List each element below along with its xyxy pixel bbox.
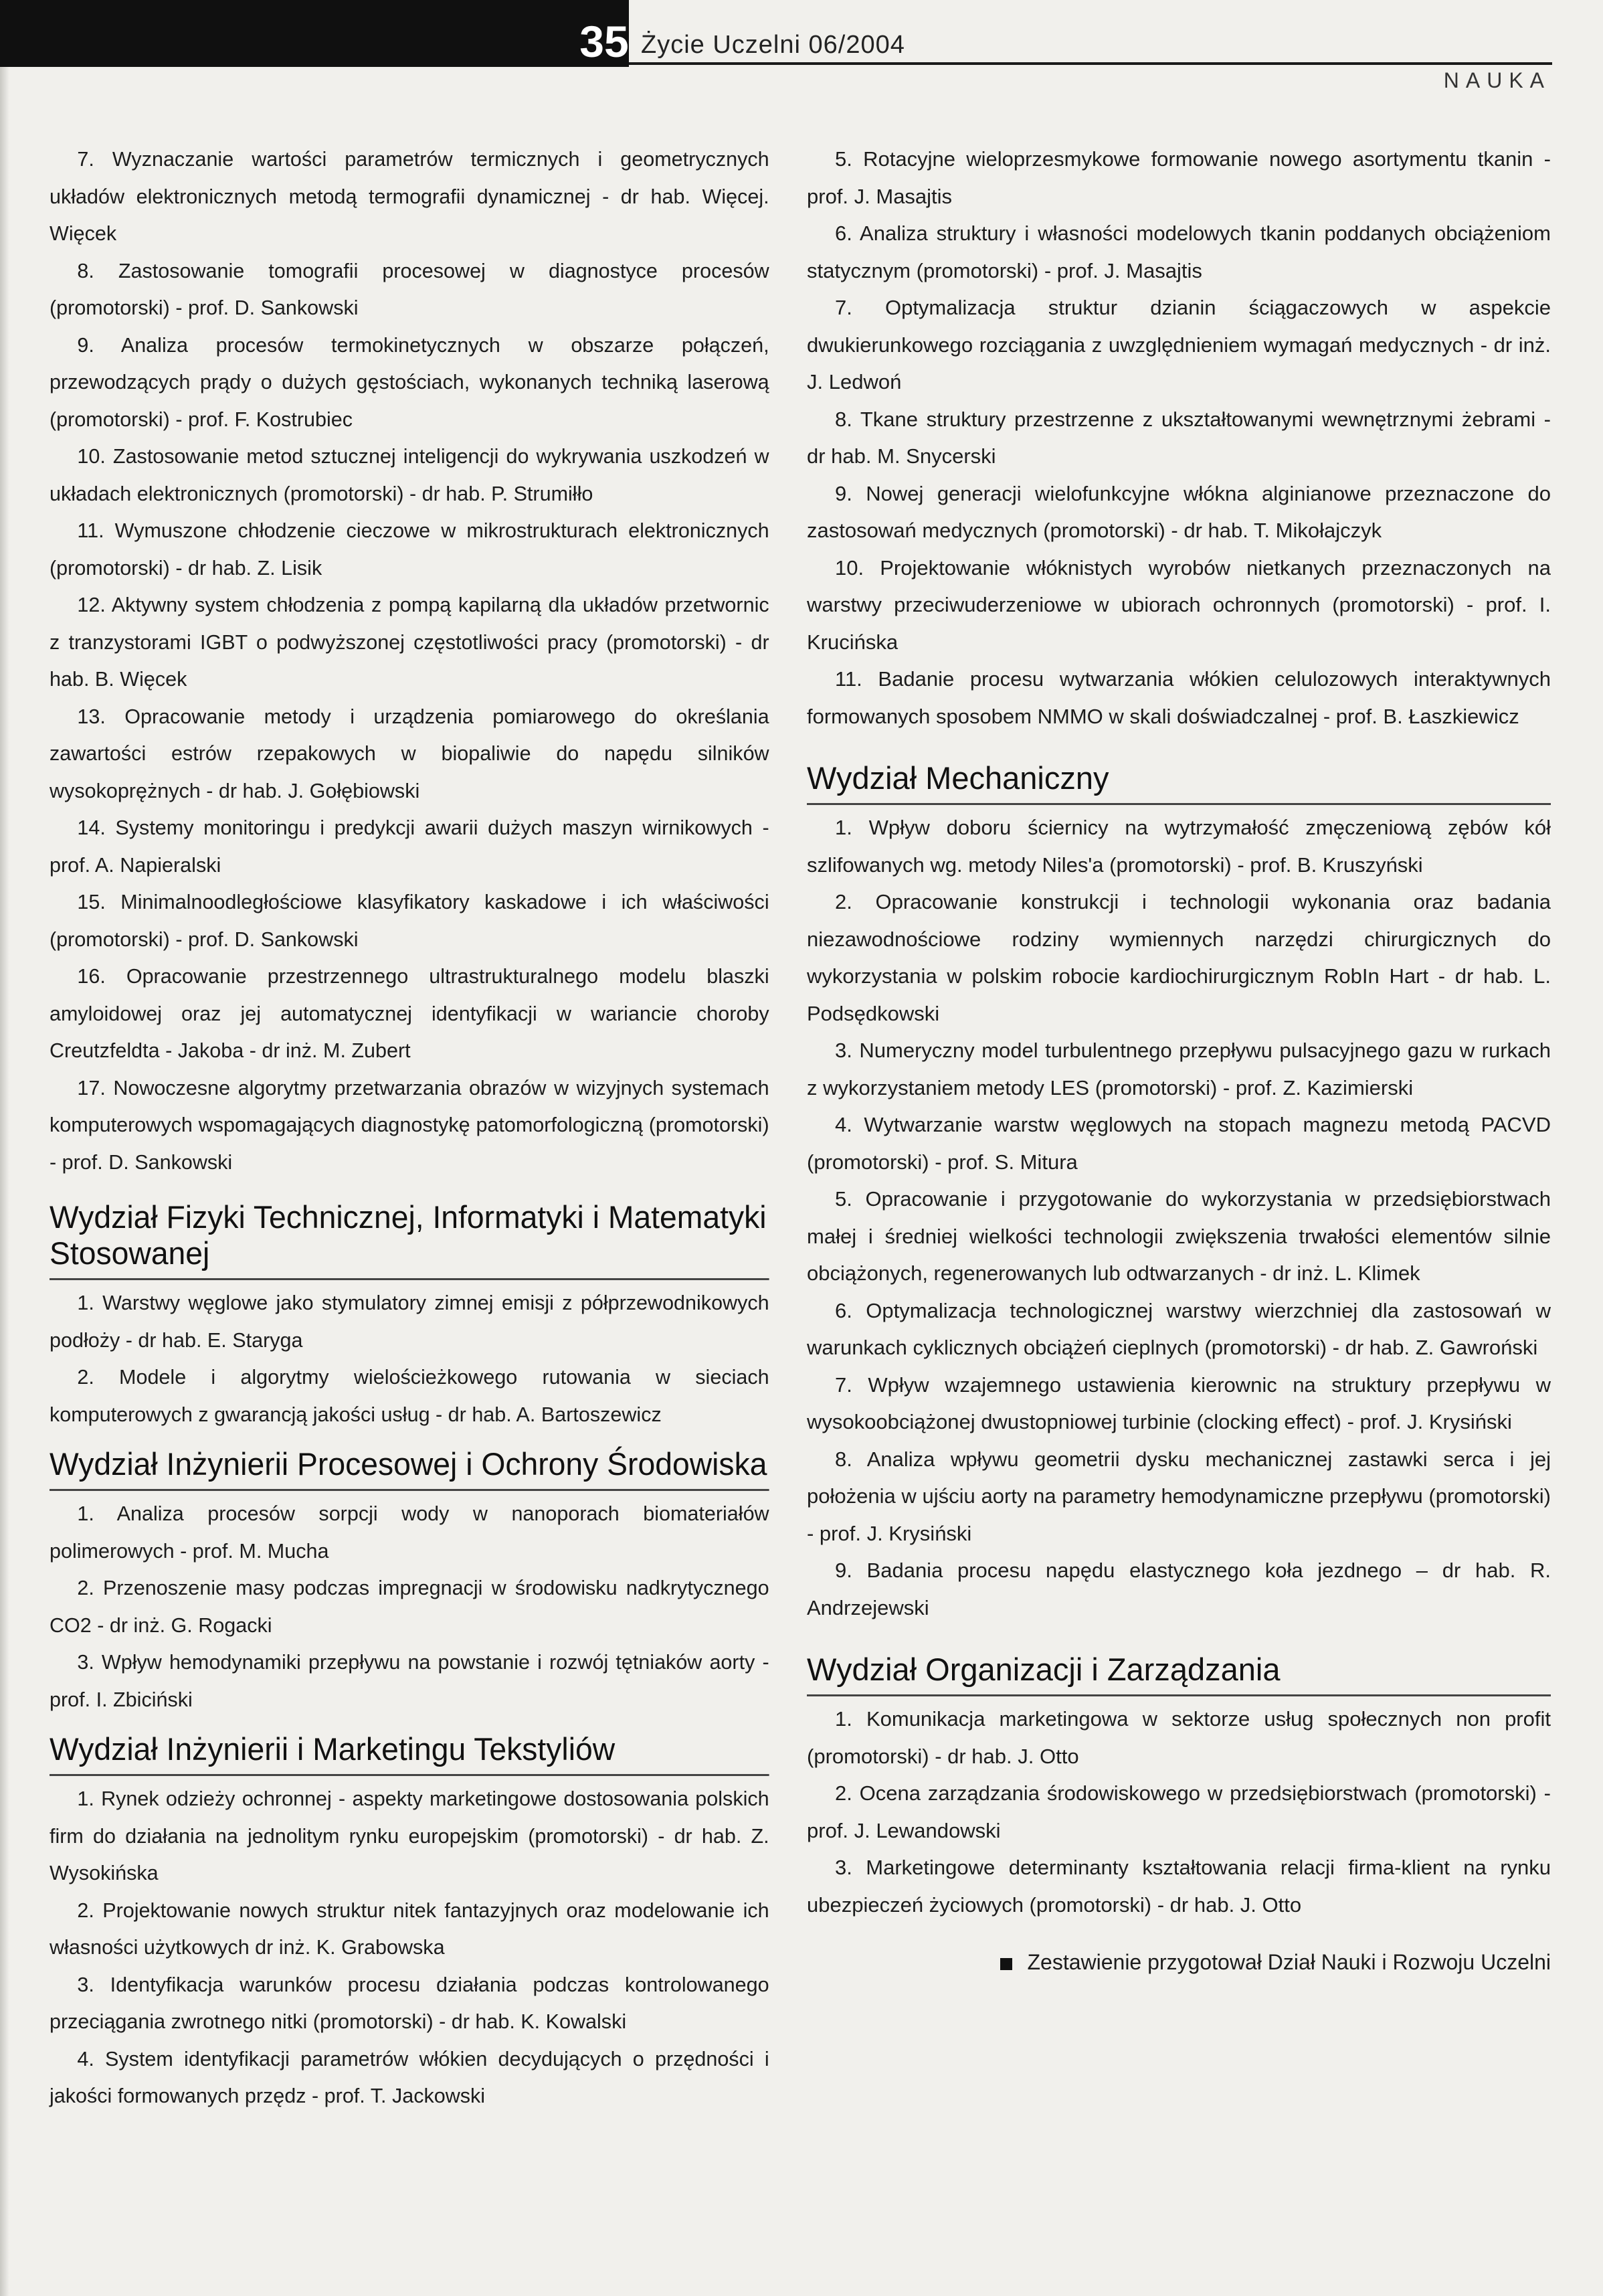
list-item: 8. Analiza wpływu geometrii dysku mechanicznej zastawki serca i jej położenia w ujściu aorty na parametry hemodynamiczne przepływu (promotorski) - prof. J. Krysiński — [807, 1447, 1551, 1545]
list-item: 1. Warstwy węglowe jako stymulatory zimnej emisji z półprzewodnikowych podłoży - dr hab. E. Staryga — [50, 1291, 769, 1352]
list-item: 8. Zastosowanie tomografii procesowej w diagnostyce procesów (promotorski) - prof. D. Sankowski — [50, 258, 769, 319]
section-heading-mechaniczny: Wydział Mechaniczny — [807, 760, 1551, 805]
list-item: 1. Analiza procesów sorpcji wody w nanoporach biomateriałów polimerowych - prof. M. Mucha — [50, 1502, 769, 1563]
list-item: 4. Wytwarzanie warstw węglowych na stopach magnezu metodą PACVD (promotorski) - prof. S. Mitura — [807, 1113, 1551, 1174]
list-item: 9. Nowej generacji wielofunkcyjne włókna alginianowe przeznaczone do zastosowań medycznych (promotorski) - dr hab. T. Mikołajczyk — [807, 481, 1551, 542]
publication-title: Życie Uczelni 06/2004 — [641, 31, 905, 59]
footer-note-text: Zestawienie przygotował Dział Nauki i Rozwoju Uczelni — [1027, 1950, 1551, 1974]
list-item: 11. Wymuszone chłodzenie cieczowe w mikrostrukturach elektronicznych (promotorski) - dr hab. Z. Lisik — [50, 519, 769, 580]
list-item: 13. Opracowanie metody i urządzenia pomiarowego do określania zawartości estrów rzepakowych w biopaliwie do napędu silników wysokoprężnych - dr hab. J. Gołębiowski — [50, 704, 769, 802]
list-item: 2. Opracowanie konstrukcji i technologii wykonania oraz badania niezawodnościowe rodziny wymiennych narzędzi chirurgicznych do wykorzystania w polskim robocie kardiochirurgicznym RobIn Hart - dr hab. L. Podsędkowski — [807, 890, 1551, 1025]
list-item: 2. Modele i algorytmy wielościeżkowego rutowania w sieciach komputerowych z gwarancją jakości usług - dr hab. A. Bartoszewicz — [50, 1365, 769, 1426]
list-item: 3. Wpływ hemodynamiki przepływu na powstanie i rozwój tętniaków aorty - prof. I. Zbiciński — [50, 1650, 769, 1711]
list-item: 1. Komunikacja marketingowa w sektorze usług społecznych non profit (promotorski) - dr hab. J. Otto — [807, 1707, 1551, 1768]
list-item: 14. Systemy monitoringu i predykcji awarii dużych maszyn wirnikowych - prof. A. Napieralski — [50, 816, 769, 877]
left-column — [50, 141, 769, 2115]
list-item: 3. Marketingowe determinanty kształtowania relacji firma-klient na rynku ubezpieczeń życiowych (promotorski) - dr hab. J. Otto — [807, 1856, 1551, 1917]
section-heading-inzynierii-procesowej: Wydział Inżynierii Procesowej i Ochrony Środowiska — [50, 1446, 769, 1491]
section-heading-organizacji: Wydział Organizacji i Zarządzania — [807, 1652, 1551, 1696]
list-item: 10. Zastosowanie metod sztucznej inteligencji do wykrywania uszkodzeń w układach elektronicznych (promotorski) - dr hab. P. Strumiłło — [50, 444, 769, 505]
section-label: NAUKA — [1443, 68, 1551, 92]
list-item: 7. Wyznaczanie wartości parametrów termicznych i geometrycznych układów elektronicznych metodą termografii dynamicznej - dr hab. Więcej. Więcek — [50, 147, 769, 245]
list-item: 9. Analiza procesów termokinetycznych w obszarze połączeń, przewodzących prądy o dużych gęstościach, wykonanych techniką laserową (promotorski) - prof. F. Kostrubiec — [50, 333, 769, 431]
list-item: 15. Minimalnoodległościowe klasyfikatory kaskadowe i ich właściwości (promotorski) - prof. D. Sankowski — [50, 890, 769, 951]
list-item: 3. Identyfikacja warunków procesu działania podczas kontrolowanego przeciągania zwrotnego nitki (promotorski) - dr hab. K. Kowalski — [50, 1972, 769, 2033]
list-item: 12. Aktywny system chłodzenia z pompą kapilarną dla układów przetwornic z tranzystorami IGBT o podwyższonej częstotliwości pracy (promotorski) - dr hab. B. Więcek — [50, 593, 769, 691]
section-heading-tekstyliow: Wydział Inżynierii i Marketingu Tekstyliów — [50, 1731, 769, 1776]
list-item: 11. Badanie procesu wytwarzania włókien celulozowych interaktywnych formowanych sposobem NMMO w skali doświadczalnej - prof. B. Łaszkiewicz — [807, 667, 1551, 728]
list-item: 10. Projektowanie włóknistych wyrobów nietkanych przeznaczonych na warstwy przeciwuderzeniowe w ubiorach ochronnych (promotorski) - prof. I. Krucińska — [807, 555, 1551, 654]
list-item: 3. Numeryczny model turbulentnego przepływu pulsacyjnego gazu w rurkach z wykorzystaniem metody LES (promotorski) - prof. Z. Kazimierski — [807, 1039, 1551, 1099]
list-item: 7. Optymalizacja struktur dzianin ściągaczowych w aspekcie dwukierunkowego rozciągania z uwzględnieniem wymagań medycznych - dr inż. J. Ledwoń — [807, 296, 1551, 393]
list-item: 2. Projektowanie nowych struktur nitek fantazyjnych oraz modelowanie ich własności użytkowych dr inż. K. Grabowska — [50, 1898, 769, 1959]
footer-note — [807, 1947, 1551, 1977]
right-column — [807, 141, 1551, 1977]
list-item: 7. Wpływ wzajemnego ustawienia kierownic na struktury przepływu w wysokoobciążonej dwustopniowej turbinie (clocking effect) - prof. J. Krysiński — [807, 1373, 1551, 1433]
list-item: 5. Rotacyjne wieloprzesmykowe formowanie nowego asortymentu tkanin - prof. J. Masajtis — [807, 147, 1551, 208]
page-number: 35 — [579, 17, 629, 66]
list-item: 6. Optymalizacja technologicznej warstwy wierzchniej dla zastosowań w warunkach cyklicznych obciążeń cieplnych (promotorski) - dr hab. Z. Gawroński — [807, 1298, 1551, 1359]
scan-edge-shadow — [0, 0, 9, 2296]
list-item: 5. Opracowanie i przygotowanie do wykorzystania w przedsiębiorstwach małej i średniej wielkości technologii zwiększenia trwałości elementów silnie obciążonych, regenerowanych lub odtwarzanych - dr inż. L. Klimek — [807, 1187, 1551, 1285]
list-item: 2. Przenoszenie masy podczas impregnacji w środowisku nadkrytycznego CO2 - dr inż. G. Rogacki — [50, 1576, 769, 1637]
list-item: 17. Nowoczesne algorytmy przetwarzania obrazów w wizyjnych systemach komputerowych wspomagających diagnostykę patomorfologiczną (promotorski) - prof. D. Sankowski — [50, 1075, 769, 1174]
header-rule — [629, 62, 1552, 65]
list-item: 1. Wpływ doboru ściernicy na wytrzymałość zmęczeniową zębów kół szlifowanych wg. metody Niles'a (promotorski) - prof. B. Kruszyński — [807, 816, 1551, 877]
list-item: 9. Badania procesu napędu elastycznego koła jezdnego – dr hab. R. Andrzejewski — [807, 1559, 1551, 1619]
list-item: 8. Tkane struktury przestrzenne z ukształtowanymi wewnętrznymi żebrami - dr hab. M. Snycerski — [807, 407, 1551, 468]
list-item: 16. Opracowanie przestrzennego ultrastrukturalnego modelu blaszki amyloidowej oraz jej automatycznej identyfikacji w wariancie choroby Creutzfeldta - Jakoba - dr inż. M. Zubert — [50, 964, 769, 1062]
list-item: 2. Ocena zarządzania środowiskowego w przedsiębiorstwach (promotorski) - prof. J. Lewandowski — [807, 1781, 1551, 1842]
header-bar — [0, 0, 629, 67]
square-bullet-icon — [1000, 1958, 1012, 1970]
list-item: 4. System identyfikacji parametrów włókien decydujących o przędności i jakości formowanych przędz - prof. T. Jackowski — [50, 2046, 769, 2107]
section-heading-fizyki: Wydział Fizyki Technicznej, Informatyki i Matematyki Stosowanej — [50, 1199, 769, 1280]
list-item: 1. Rynek odzieży ochronnej - aspekty marketingowe dostosowania polskich firm do działania na jednolitym rynku europejskim (promotorski) - dr hab. Z. Wysokińska — [50, 1787, 769, 1884]
list-item: 6. Analiza struktury i własności modelowych tkanin poddanych obciążeniom statycznym (promotorski) - prof. J. Masajtis — [807, 222, 1551, 282]
